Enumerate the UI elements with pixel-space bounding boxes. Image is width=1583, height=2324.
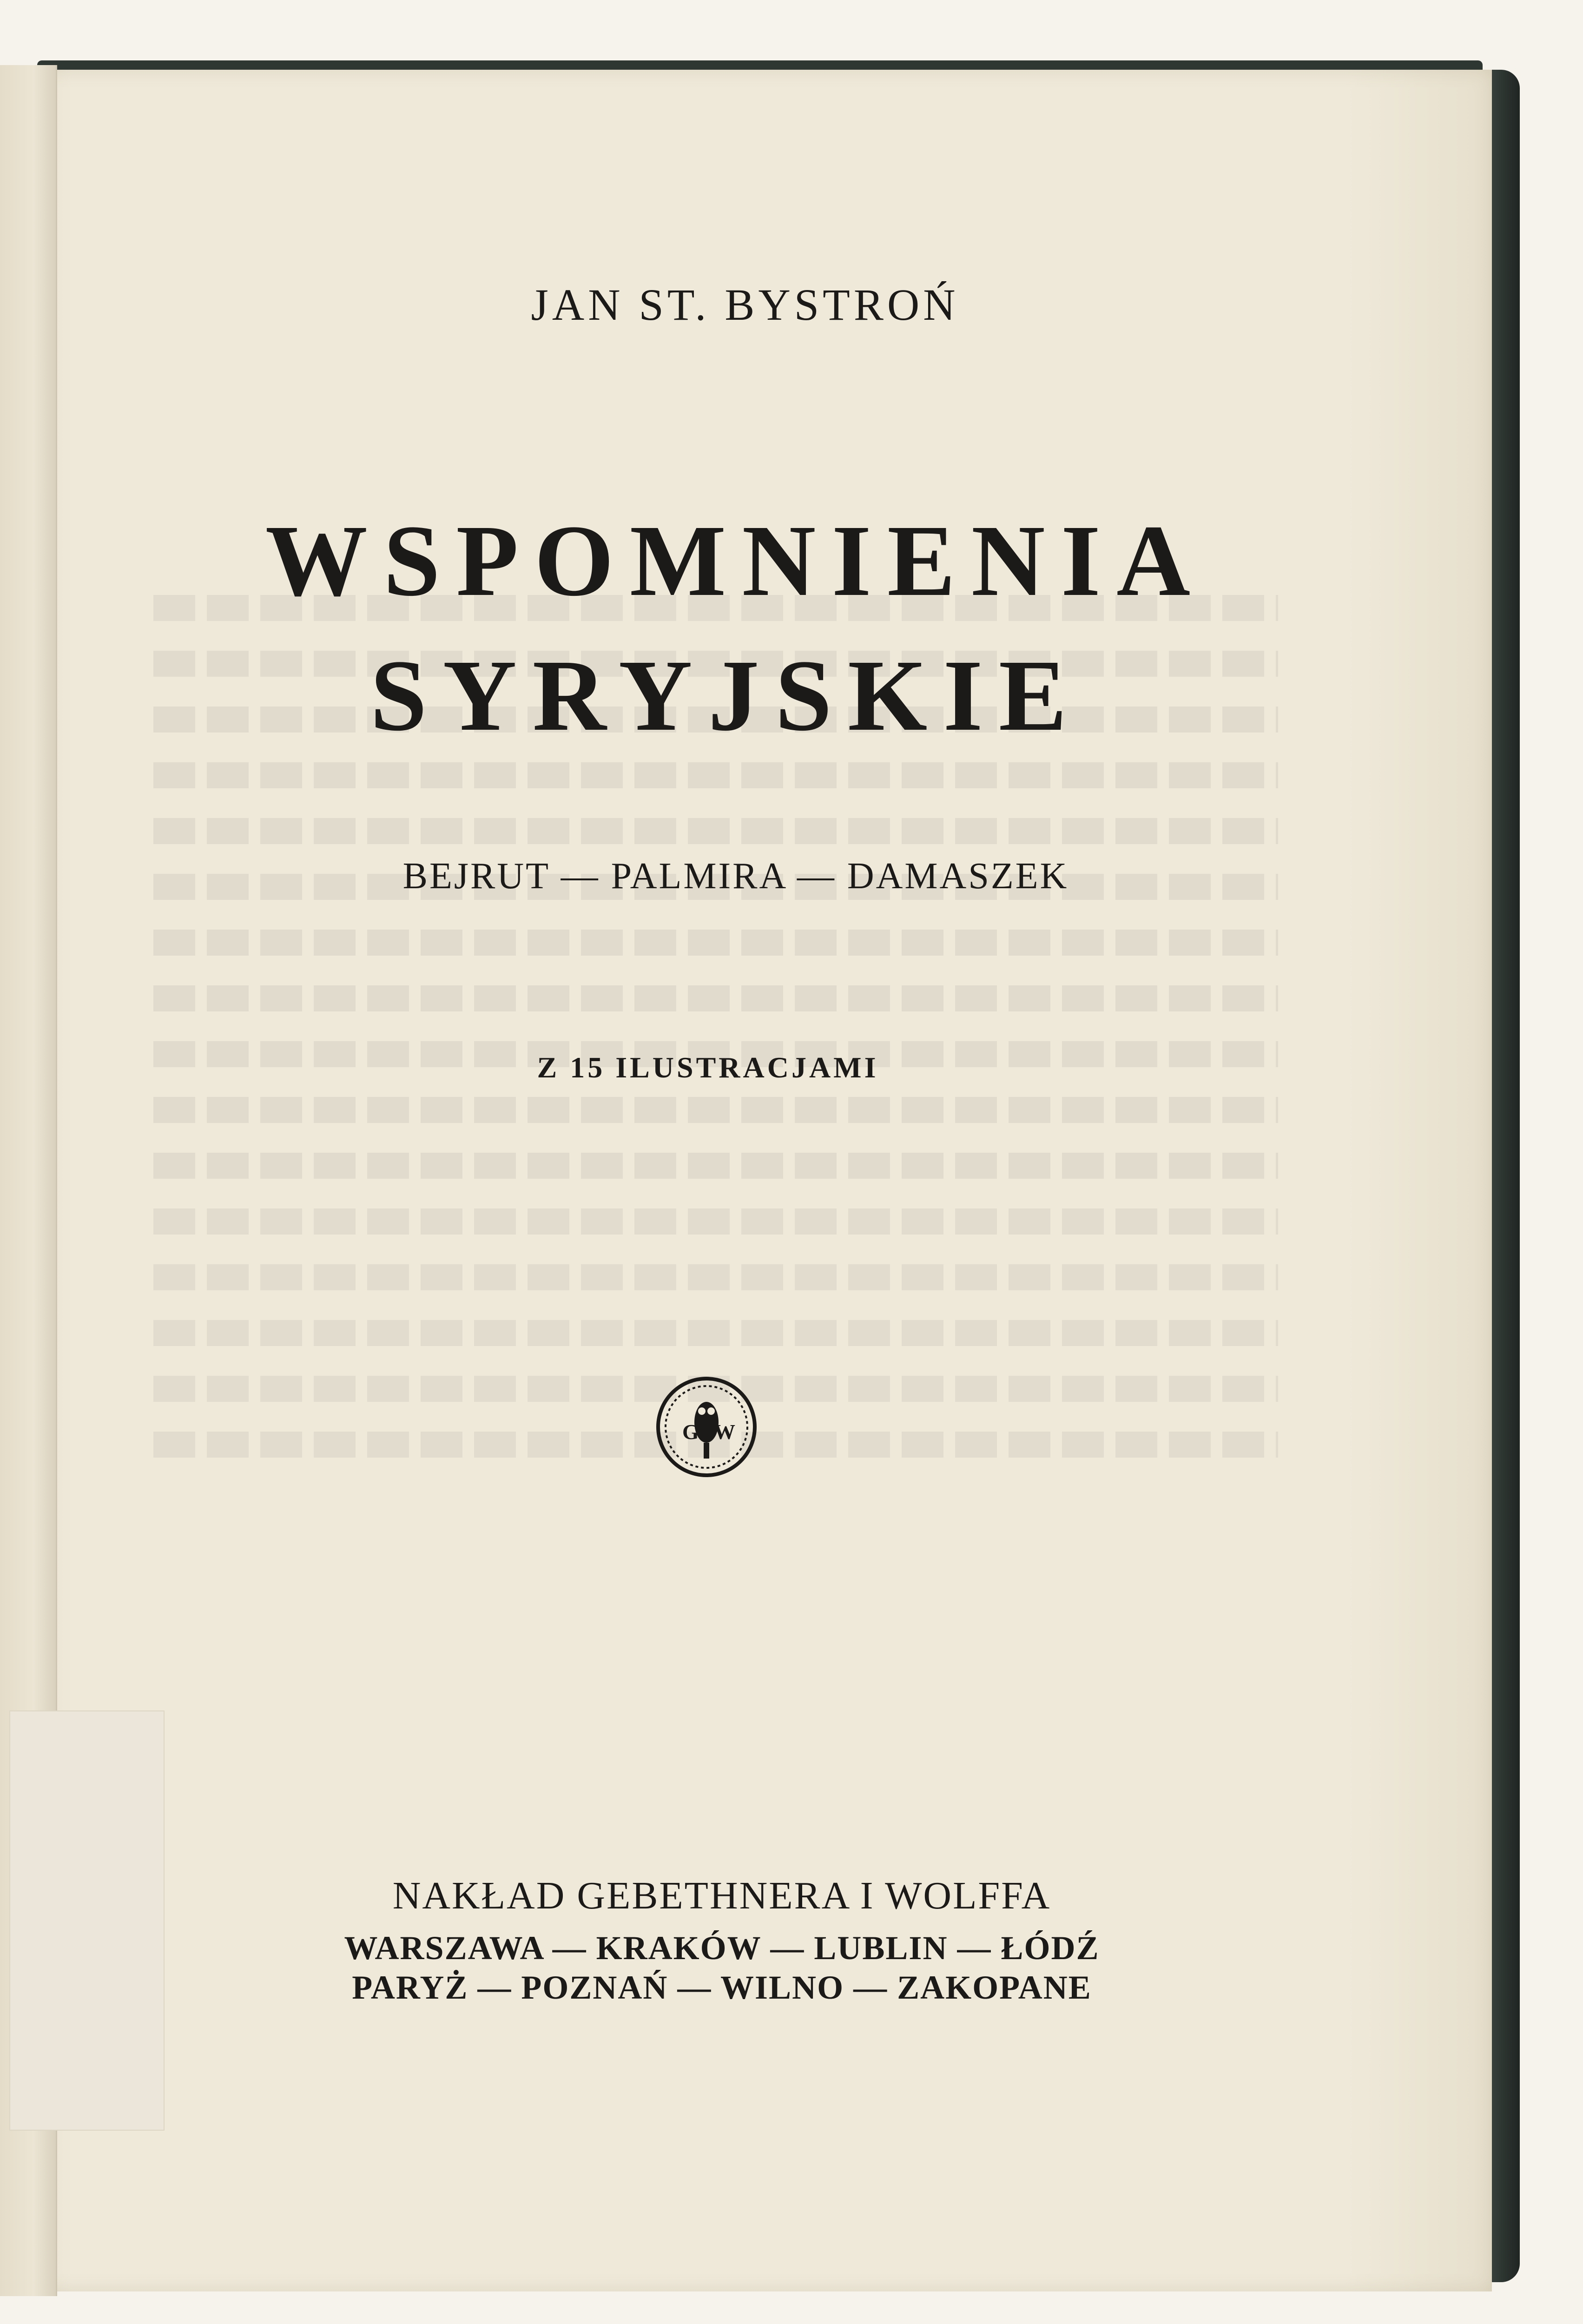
- book-title-line-2: SYRYJSKIE: [370, 639, 1083, 752]
- svg-text:W: W: [714, 1420, 735, 1444]
- book-subtitle: BEJRUT — PALMIRA — DAMASZEK: [402, 856, 1069, 897]
- spine-library-label: [9, 1710, 165, 2131]
- book-title-line-1: WSPOMNIENIA: [265, 504, 1207, 617]
- publisher-cities-line-2: PARYŻ — POZNAŃ — WILNO — ZAKOPANE: [352, 1969, 1092, 2006]
- svg-text:G: G: [682, 1420, 699, 1444]
- publisher-owl-emblem-icon: [655, 1376, 758, 1478]
- illustrations-note: Z 15 ILUSTRACJAMI: [537, 1051, 879, 1084]
- author-name: JAN ST. BYSTROŃ: [531, 280, 959, 330]
- publisher-cities-line-1: WARSZAWA — KRAKÓW — LUBLIN — ŁÓDŹ: [344, 1929, 1100, 1967]
- publisher-name: NAKŁAD GEBETHNERA I WOLFFA: [392, 1874, 1051, 1917]
